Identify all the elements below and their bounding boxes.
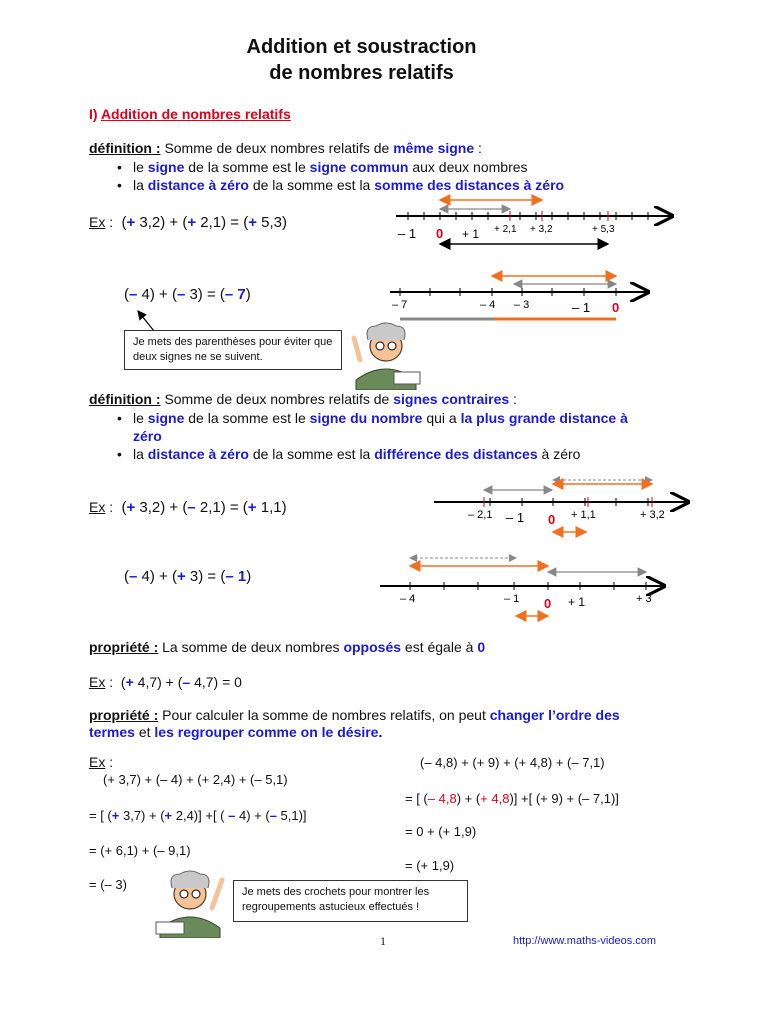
tick-label: – 1 [572,300,591,315]
speech-bubble: Je mets des parenthèses pour éviter que deux signes ne se suivent. [124,330,342,370]
example-2: (– 4) + (– 3) = (– 7) [124,286,251,303]
example-3: Ex : (+ 3,2) + (– 2,1) = (+ 1,1) [89,499,287,516]
tick-label: 0 [612,300,620,315]
tick-label: + 1 [568,595,586,609]
number-line-3 [430,472,698,542]
example-6-right-line2: = [ (– 4,8) + (+ 4,8)] +[ (+ 9) + (– 7,1)] [405,791,619,806]
page-subtitle: de nombres relatifs [269,62,454,84]
number-line-1 [392,190,682,250]
tick-label: – 2,1 [468,509,493,521]
tick-label: + 1,1 [571,509,596,521]
example-6-left-line1: (+ 3,7) + (– 4) + (+ 2,4) + (– 5,1) [103,772,288,787]
tick-label: – 1 [504,593,520,605]
definition-1: définition : Somme de deux nombres relatifs de même signe : [89,140,482,156]
list-item: • le signe de la somme est le signe du nombre qui a la plus grande distance à zéro [89,409,689,445]
page-title: Addition et soustraction [246,36,477,58]
tick-label: + 3,2 [530,224,553,235]
section-heading: I) Addition de nombres relatifs [89,106,291,122]
property-2-cont: termes et les regrouper comme on le désire. [89,724,383,740]
professor-illustration [346,320,424,390]
tick-label: 0 [548,512,556,527]
example-6-label: Ex : [89,754,114,770]
page-number: 1 [380,934,386,948]
tick-label: + 5,3 [592,224,615,235]
tick-label: – 1 [506,510,525,525]
example-6-left-line2: = [ (+ 3,7) + (+ 2,4)] +[ ( – 4) + (– 5,1)] [89,808,307,823]
example-6-right-line1: (– 4,8) + (+ 9) + (+ 4,8) + (– 7,1) [420,755,605,770]
example-1: Ex : (+ 3,2) + (+ 2,1) = (+ 5,3) [89,214,287,231]
footer-link[interactable]: http://www.maths-videos.com [513,935,657,947]
tick-label: – 1 [398,226,417,241]
example-6-right-line3: = 0 + (+ 1,9) [405,824,477,839]
speech-bubble: Je mets des crochets pour montrer les regroupements astucieux effectués ! [233,880,468,922]
tick-label: + 3,2 [640,509,665,521]
example-5: Ex : (+ 4,7) + (– 4,7) = 0 [89,674,242,690]
definition-2-bullets [89,409,689,463]
number-line-4 [376,550,674,650]
tick-label: – 4 [480,299,496,311]
list-item: • la distance à zéro de la somme est la somme des distances à zéro [89,176,564,194]
example-6-left-line4: = (– 3) [89,877,127,892]
definition-1-bullets [89,158,564,194]
example-6-right-line4: = (+ 1,9) [405,858,455,873]
list-item: • le signe de la somme est le signe commun aux deux nombres [89,158,564,176]
tick-label: – 7 [392,299,408,311]
number-line-2 [386,266,658,326]
professor-illustration [152,866,232,938]
tick-label: + 3 [636,593,652,605]
tick-label: – 4 [400,593,416,605]
tick-label: + 2,1 [494,224,517,235]
definition-2: définition : Somme de deux nombres relatifs de signes contraires : [89,391,517,407]
example-6-left-line3: = (+ 6,1) + (– 9,1) [89,843,191,858]
tick-label: 0 [544,596,552,611]
property-2: propriété : Pour calculer la somme de nombres relatifs, on peut changer l’ordre des [89,707,620,723]
property-1: propriété : La somme de deux nombres opposés est égale à 0 [89,639,486,655]
tick-label: + 1 [462,227,480,241]
tick-label: 0 [436,226,444,241]
list-item: • la distance à zéro de la somme est la différence des distances à zéro [89,445,689,463]
tick-label: – 3 [514,299,530,311]
example-4: (– 4) + (+ 3) = (– 1) [124,568,252,585]
